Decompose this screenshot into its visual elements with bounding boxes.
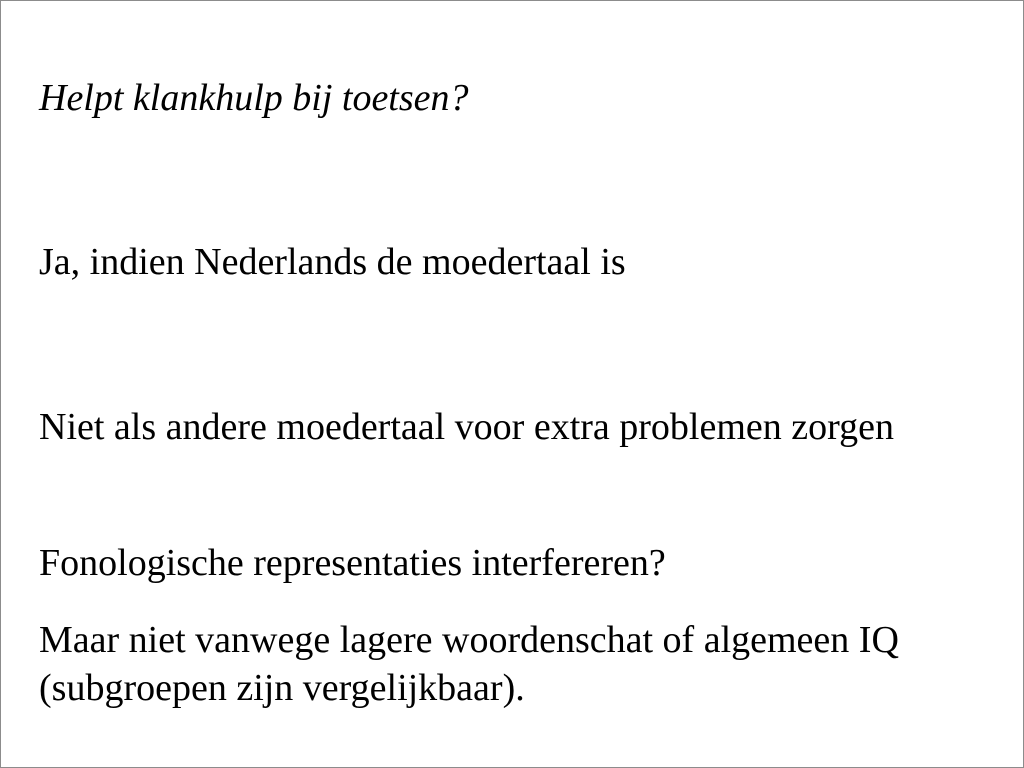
- paragraph-3: Fonologische representaties interfereren?: [39, 542, 666, 584]
- paragraph-4: Maar niet vanwege lagere woordenschat of algemeen IQ (subgroepen zijn vergelijkbaar).: [39, 619, 899, 709]
- slide-title: Helpt klankhulp bij toetsen?: [39, 77, 469, 119]
- paragraph-2: Niet als andere moedertaal voor extra problemen zorgen: [39, 406, 894, 448]
- paragraph-1: Ja, indien Nederlands de moedertaal is: [39, 241, 626, 283]
